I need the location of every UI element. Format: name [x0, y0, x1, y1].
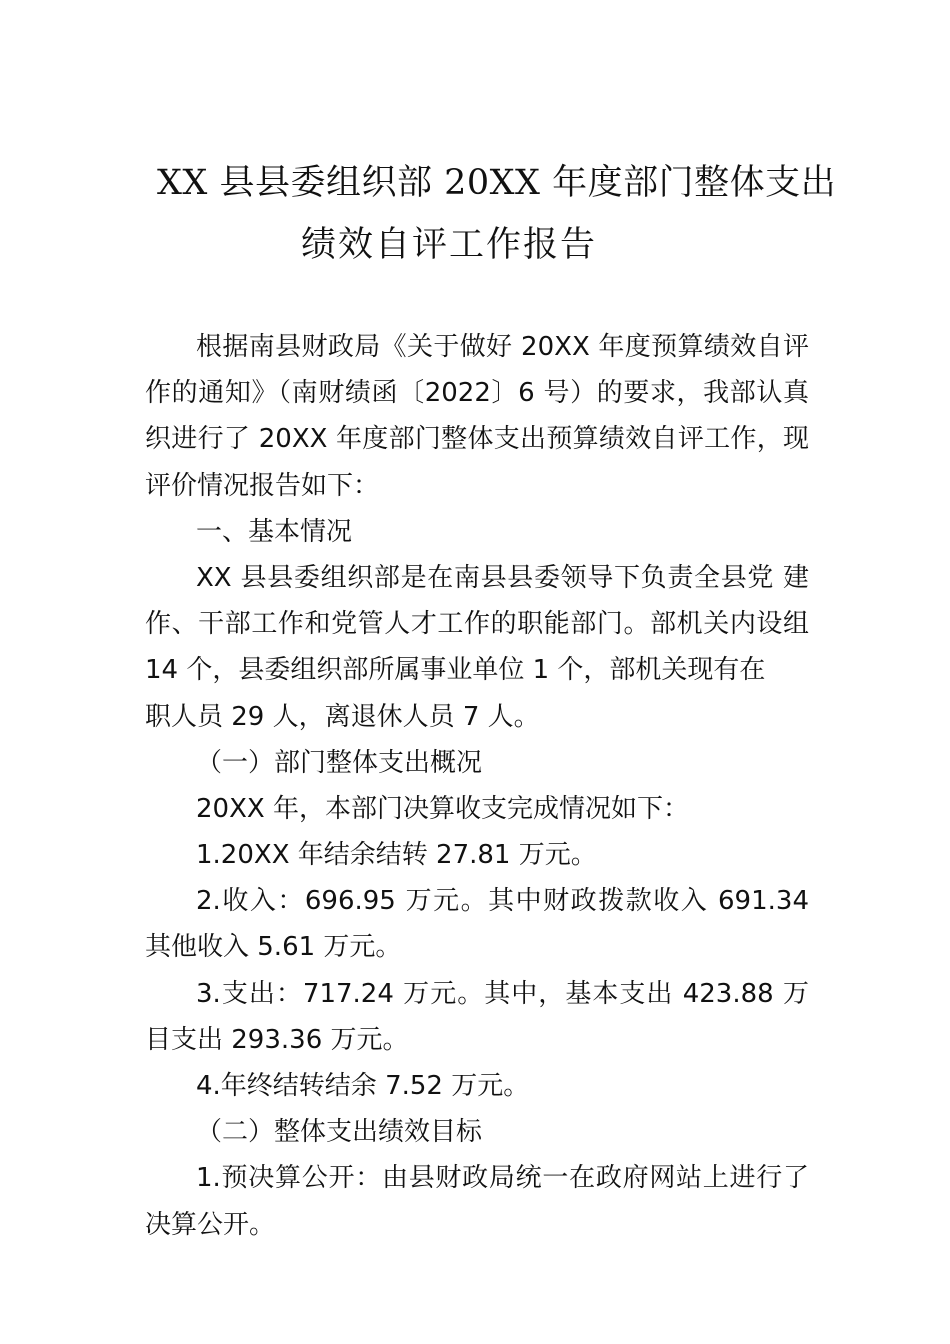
body-line-4: 评价情况报告如下：: [145, 470, 380, 501]
subsection-heading-expenditure-overview: （一）部门整体支出概况: [196, 747, 483, 778]
list-item-2-continued: 其他收入 5.61 万元。: [145, 932, 402, 963]
document-title-line-1: XX 县县委组织部 20XX 年度部门整体支出: [157, 163, 837, 203]
section-heading-basic-info: 一、基本情况: [196, 516, 353, 547]
list-item-1: 1.20XX 年结余结转 27.81 万元。: [196, 840, 597, 871]
body-line-11: 20XX 年，本部门决算收支完成情况如下：: [196, 793, 689, 824]
subsection-heading-performance-goals: （二）整体支出绩效目标: [196, 1117, 483, 1148]
goal-item-1-continued: 决算公开。: [145, 1209, 276, 1240]
document-body: [145, 324, 809, 1248]
list-item-2: 2.收入：696.95 万元。其中财政拨款收入 691.34: [196, 886, 809, 917]
body-line-6: XX 县县委组织部是在南县县委领导下负责全县党 建: [196, 562, 809, 593]
goal-item-1: 1.预决算公开：由县财政局统一在政府网站上进行了: [196, 1163, 809, 1194]
body-line-7: 作、干部工作和党管人才工作的职能部门。部机关内设组: [145, 609, 809, 640]
document-title-line-2: 绩效自评工作报告: [301, 225, 598, 265]
list-item-3-continued: 目支出 293.36 万元。: [145, 1024, 409, 1055]
body-line-8: 14 个，县委组织部所属事业单位 1 个，部机关现有在: [145, 655, 766, 686]
body-line-1: 根据南县财政局《关于做好 20XX 年度预算绩效自评: [196, 332, 809, 362]
list-item-3: 3.支出：717.24 万元。其中，基本支出 423.88 万: [196, 978, 809, 1009]
body-line-3: 织进行了 20XX 年度部门整体支出预算绩效自评工作，现: [145, 424, 809, 455]
body-line-9: 职人员 29 人，离退休人员 7 人。: [145, 701, 540, 732]
list-item-4: 4.年终结转结余 7.52 万元。: [196, 1071, 530, 1101]
body-line-2: 作的通知》（南财绩函〔2022〕6 号）的要求，我部认真: [145, 378, 809, 409]
